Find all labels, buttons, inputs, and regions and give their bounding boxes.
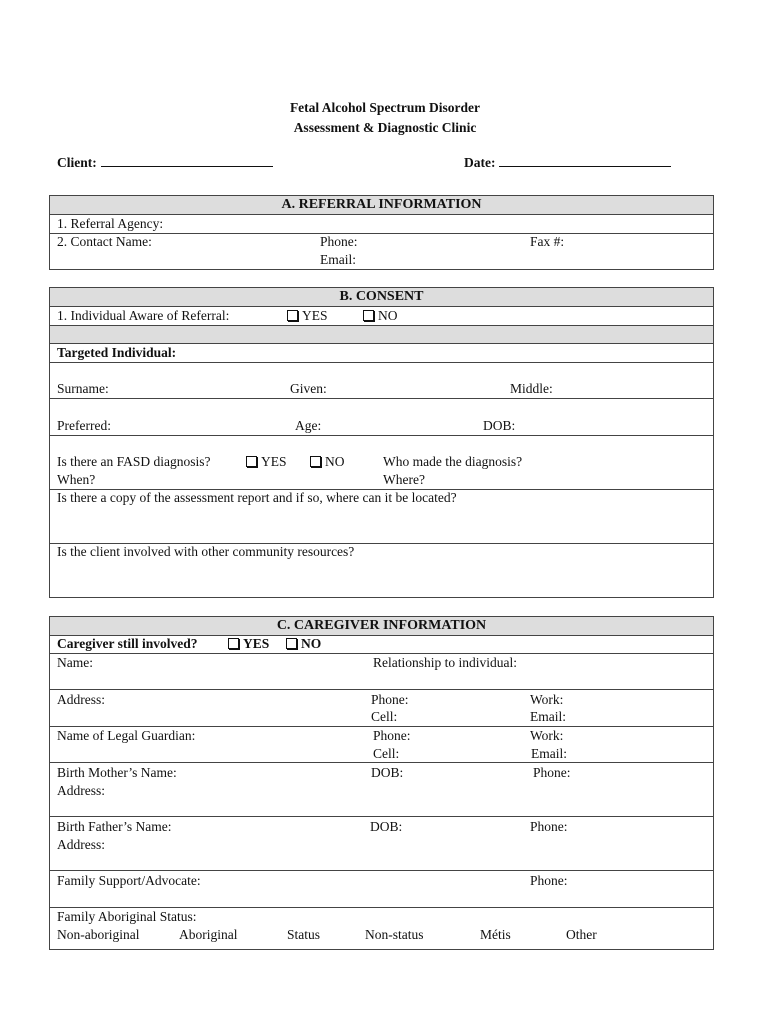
mother-dob-label: DOB:: [371, 765, 404, 780]
guardian-work-label: Work:: [530, 728, 564, 743]
status-non-status[interactable]: Non-status: [365, 927, 424, 942]
fasd-question: Is there an FASD diagnosis?: [57, 454, 211, 469]
section-a-heading: A. REFERRAL INFORMATION: [50, 196, 713, 215]
form-title: Fetal Alcohol Spectrum Disorder: [289, 100, 481, 115]
referral-fax-label: Fax #:: [530, 234, 565, 249]
status-status[interactable]: Status: [287, 927, 321, 942]
client-line[interactable]: [101, 155, 273, 167]
date-line[interactable]: [499, 155, 671, 167]
date-field[interactable]: [464, 155, 671, 171]
contact-name-label: 2. Contact Name:: [57, 234, 152, 249]
fasd-no-option[interactable]: NO: [310, 454, 345, 470]
family-support-label: Family Support/Advocate:: [57, 873, 201, 888]
aware-label: 1. Individual Aware of Referral:: [57, 308, 230, 323]
middle-label: Middle:: [510, 381, 553, 396]
section-b-heading: B. CONSENT: [50, 288, 713, 307]
form-subtitle: Assessment & Diagnostic Clinic: [293, 120, 477, 135]
involved-yes-option[interactable]: YES: [228, 636, 269, 652]
caregiver-email-label: Email:: [530, 709, 566, 724]
caregiver-cell-label: Cell:: [371, 709, 398, 724]
relationship-label: Relationship to individual:: [373, 655, 517, 670]
aboriginal-status-label: Family Aboriginal Status:: [57, 909, 197, 924]
checkbox-icon[interactable]: [246, 456, 257, 467]
community-question: Is the client involved with other community resources?: [57, 544, 355, 559]
mother-phone-label: Phone:: [533, 765, 571, 780]
status-non-aboriginal[interactable]: Non-aboriginal: [57, 927, 140, 942]
referral-email-label: Email:: [320, 252, 356, 267]
still-involved-label: Caregiver still involved?: [57, 636, 198, 651]
status-other[interactable]: Other: [566, 927, 597, 942]
checkbox-icon[interactable]: [228, 638, 239, 649]
referral-agency-label: 1. Referral Agency:: [57, 216, 164, 231]
father-phone-label: Phone:: [530, 819, 568, 834]
given-label: Given:: [290, 381, 327, 396]
status-metis[interactable]: Métis: [480, 927, 511, 942]
surname-label: Surname:: [57, 381, 109, 396]
checkbox-icon[interactable]: [363, 310, 374, 321]
guardian-email-label: Email:: [531, 746, 567, 761]
date-label: Date:: [464, 155, 496, 170]
client-field[interactable]: [57, 155, 273, 171]
age-label: Age:: [295, 418, 322, 433]
caregiver-name-label: Name:: [57, 655, 93, 670]
status-aboriginal[interactable]: Aboriginal: [179, 927, 238, 942]
support-phone-label: Phone:: [530, 873, 568, 888]
father-address-label: Address:: [57, 837, 105, 852]
birth-mother-label: Birth Mother’s Name:: [57, 765, 177, 780]
caregiver-address-label: Address:: [57, 692, 105, 707]
fasd-yes-option[interactable]: YES: [246, 454, 287, 470]
caregiver-phone-label: Phone:: [371, 692, 409, 707]
guardian-phone-label: Phone:: [373, 728, 411, 743]
referral-phone-label: Phone:: [320, 234, 358, 249]
aware-no-option[interactable]: NO: [363, 308, 398, 324]
caregiver-work-label: Work:: [530, 692, 564, 707]
legal-guardian-label: Name of Legal Guardian:: [57, 728, 196, 743]
when-label: When?: [57, 472, 96, 487]
guardian-cell-label: Cell:: [373, 746, 400, 761]
birth-father-label: Birth Father’s Name:: [57, 819, 172, 834]
father-dob-label: DOB:: [370, 819, 403, 834]
checkbox-icon[interactable]: [310, 456, 321, 467]
preferred-label: Preferred:: [57, 418, 111, 433]
targeted-label: Targeted Individual:: [57, 345, 177, 360]
client-label: Client:: [57, 155, 97, 170]
copy-question: Is there a copy of the assessment report and if so, where can it be located?: [57, 490, 457, 505]
checkbox-icon[interactable]: [287, 310, 298, 321]
section-referral: [49, 195, 714, 270]
aware-yes-option[interactable]: YES: [287, 308, 328, 324]
who-label: Who made the diagnosis?: [383, 454, 523, 469]
checkbox-icon[interactable]: [286, 638, 297, 649]
section-consent: [49, 287, 714, 598]
section-caregiver: [49, 616, 714, 950]
involved-no-option[interactable]: NO: [286, 636, 321, 652]
mother-address-label: Address:: [57, 783, 105, 798]
section-c-heading: C. CAREGIVER INFORMATION: [50, 617, 713, 636]
where-label: Where?: [383, 472, 425, 487]
dob-label: DOB:: [483, 418, 516, 433]
